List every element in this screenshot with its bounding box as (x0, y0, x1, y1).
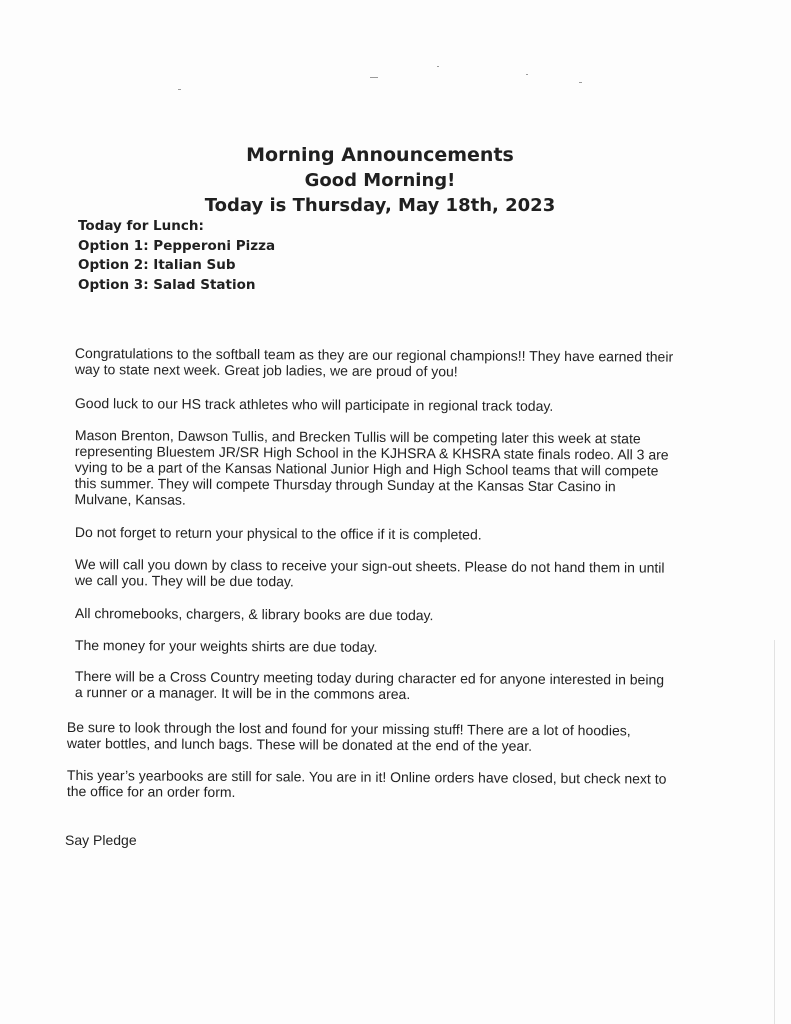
announcement-paragraph: The money for your weights shirts are due today. (74, 637, 378, 655)
announcement-paragraph: Do not forget to return your physical to the office if it is completed. (74, 524, 482, 543)
closing-line: Say Pledge (65, 832, 137, 848)
announcement-paragraph: Be sure to look through the lost and found for your missing stuff! There are a lot of hoodies, water bottles, and lunch bags. These will be donated at the end of the year. (66, 719, 631, 754)
announcement-paragraph: Mason Brenton, Dawson Tullis, and Brecken Tullis will be competing later this week at state representing Bluestem JR/SR High School in the KJHSRA & KHSRA state finals rodeo. All 3 are vying to be a part of the Kansas National Junior High and High School teams that will compete this summer. They will compete Thursday through Sunday at the Kansas Star Casino in Mulvane, Kansas. (74, 427, 669, 508)
scan-edge (774, 640, 775, 1024)
announcement-paragraph: We will call you down by class to receive your sign-out sheets. Please do not hand them in until we call you. They will be due today. (74, 556, 665, 590)
lunch-option: Option 2: Italian Sub (78, 257, 236, 273)
scan-speck (579, 82, 582, 83)
lunch-menu (78, 217, 275, 295)
lunch-heading: Today for Lunch: (78, 218, 204, 234)
announcement-paragraph: Congratulations to the softball team as they are our regional champions!! They have earned their way to state next week. Great job ladies, we are proud of you! (74, 345, 674, 380)
scan-speck (370, 77, 378, 78)
date-line: Today is Thursday, May 18th, 2023 (204, 195, 556, 216)
announcement-paragraph: All chromebooks, chargers, & library books are due today. (74, 605, 434, 624)
lunch-option: Option 3: Salad Station (78, 276, 256, 293)
scan-speck (178, 89, 181, 90)
lunch-option: Option 1: Pepperoni Pizza (78, 237, 276, 254)
announcement-paragraph: This year’s yearbooks are still for sale. You are in it! Online orders have closed, but check next to the office for an order form. (66, 767, 667, 801)
announcement-paragraph: Good luck to our HS track athletes who will participate in regional track today. (74, 395, 554, 414)
announcement-paragraph: There will be a Cross Country meeting today during character ed for anyone interested in being a runner or a manager. It will be in the commons area. (74, 668, 665, 703)
page-title: Morning Announcements (246, 144, 514, 166)
greeting: Good Morning! (304, 170, 456, 191)
scan-speck (437, 66, 439, 67)
scan-speck (526, 74, 528, 75)
